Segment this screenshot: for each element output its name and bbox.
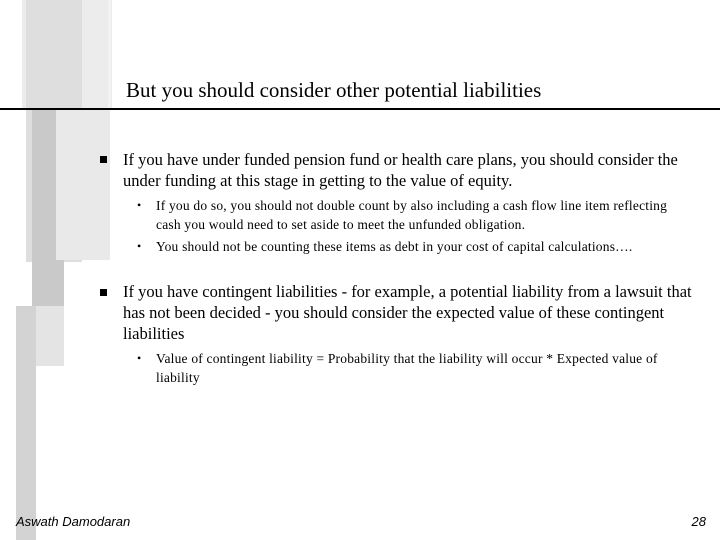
bullet-1-text: If you have under funded pension fund or health care plans, you should consider the under funding at this stage in getting to the value of equity. xyxy=(123,150,678,190)
bullet-square-2 xyxy=(100,289,107,296)
decor-bar-6 xyxy=(36,306,64,366)
decor-bar-4 xyxy=(56,110,110,260)
decor-bar-5 xyxy=(16,306,36,540)
title-underline xyxy=(0,108,720,110)
slide-title: But you should consider other potential liabilities xyxy=(126,78,542,102)
footer-author: Aswath Damodaran xyxy=(16,514,131,529)
sub-bullet-dot-1b: • xyxy=(137,239,142,253)
sub-bullet-dot-1a: • xyxy=(137,198,142,212)
bullet-square-1 xyxy=(100,156,107,163)
bullet-2-sub-1: Value of contingent liability = Probability that the liability will occur * Expected value of liability xyxy=(156,351,658,385)
bullet-1-sub-2: You should not be counting these items as debt in your cost of capital calculations…. xyxy=(156,239,633,254)
page-number: 28 xyxy=(691,514,706,529)
sub-bullet-dot-2a: • xyxy=(137,351,142,365)
decor-bar-7 xyxy=(108,0,111,108)
bullet-1-sub-1: If you do so, you should not double count by also including a cash flow line item reflecting cash you would need to set aside to meet the unfunded obligation. xyxy=(156,198,668,232)
bullet-2-text: If you have contingent liabilities - for example, a potential liability from a lawsuit that has not been decided - you should consider the expected value of these contingent liabilities xyxy=(123,282,692,343)
